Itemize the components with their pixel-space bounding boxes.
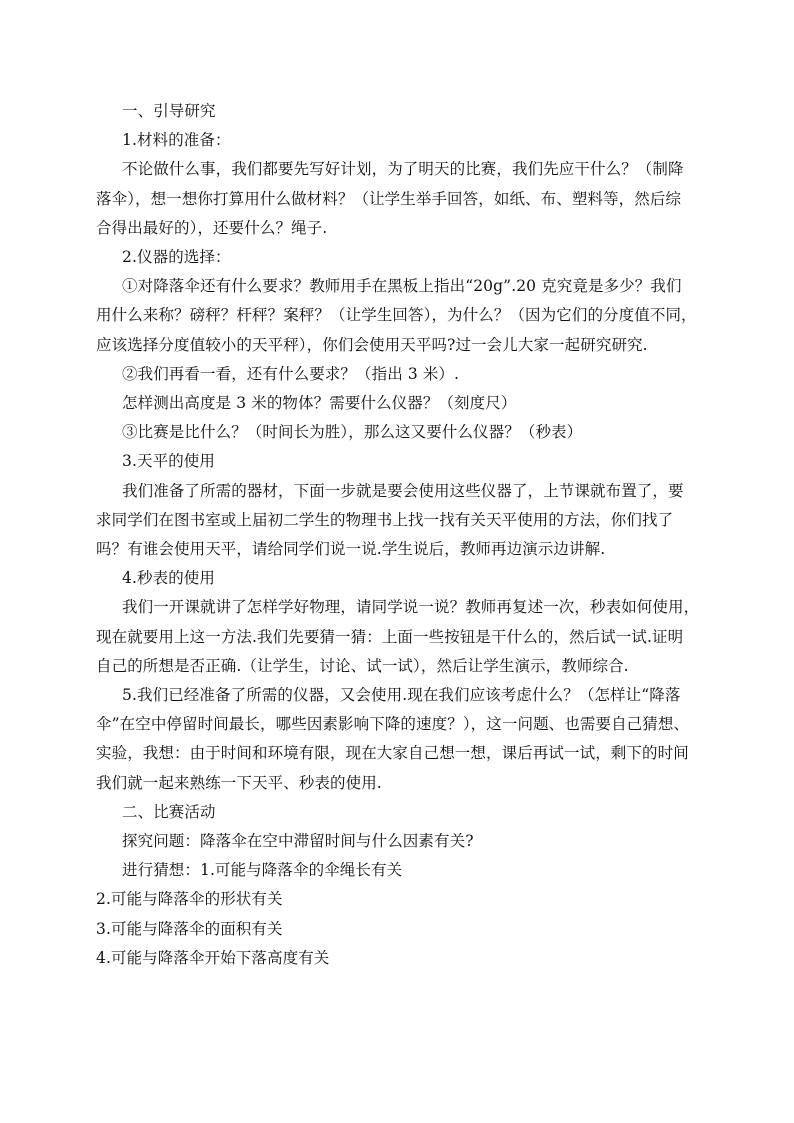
paragraph-line: 不论做什么事，我们都要先写好计划，为了明天的比赛，我们先应干什么？（制降 <box>122 160 684 179</box>
list-item: 4.可能与降落伞开始下落高度有关 <box>96 948 330 967</box>
paragraph-line: 进行猜想：1.可能与降落伞的伞绳长有关 <box>122 861 403 880</box>
document-body <box>96 97 700 973</box>
paragraph-line: 现在就要用上这一方法.我们先要猜一猜：上面一些按钮是干什么的，然后试一试.证明 <box>96 627 684 646</box>
subheading: 3.天平的使用 <box>122 452 215 471</box>
paragraph-line: 吗？有谁会使用天平，请给同学们说一说.学生说后，教师再边演示边讲解. <box>96 540 606 559</box>
paragraph-line: 合得出最好的），还要什么？绳子. <box>96 218 328 237</box>
paragraph-line: 5.我们已经准备了所需的仪器，又会使用.现在我们应该考虑什么？（怎样让“降落 <box>122 686 681 705</box>
paragraph-line: 探究问题：降落伞在空中滞留时间与什么因素有关? <box>122 832 474 851</box>
paragraph-line: 落伞），想一想你打算用什么做材料？（让学生举手回答，如纸、布、塑料等，然后综 <box>96 189 682 208</box>
paragraph-line: 求同学们在图书室或上届初二学生的物理书上找一找有关天平使用的方法，你们找了 <box>96 510 674 529</box>
paragraph-line: 怎样测出高度是 3 米的物体？需要什么仪器？（刻度尺） <box>122 394 517 413</box>
subheading: 2.仪器的选择： <box>122 248 231 267</box>
paragraph-line: ③比赛是比什么？（时间长为胜），那么这又要什么仪器？（秒表） <box>122 423 583 442</box>
paragraph-line: 实验，我想：由于时间和环境有限，现在大家自己想一想，课后再试一试，剩下的时间 <box>96 744 689 763</box>
subheading: 4.秒表的使用 <box>122 569 215 588</box>
paragraph-line: 用什么来称？磅秤？杆秤？案秤？（让学生回答），为什么？（因为它们的分度值不同， <box>96 306 697 325</box>
paragraph-line: 我们就一起来熟练一下天平、秒表的使用. <box>96 773 382 792</box>
list-item: 3.可能与降落伞的面积有关 <box>96 919 283 938</box>
paragraph-line: 我们一开课就讲了怎样学好物理，请同学说一说？教师再复述一次，秒表如何使用， <box>122 598 700 617</box>
subheading: 1.材料的准备： <box>122 131 231 150</box>
paragraph-line: 应该选择分度值较小的天平秤），你们会使用天平吗?过一会儿大家一起研究研究. <box>96 335 648 354</box>
paragraph-line: 自己的所想是否正确.（让学生，讨论、试一试），然后让学生演示，教师综合. <box>96 656 629 675</box>
paragraph-line: ①对降落伞还有什么要求？教师用手在黑板上指出“20g”.20 克究竟是多少？我们 <box>122 277 682 296</box>
paragraph-line: 我们准备了所需的器材，下面一步就是要会使用这些仪器了，上节课就布置了，要 <box>122 481 684 500</box>
section-heading: 二、比赛活动 <box>122 802 216 821</box>
list-item: 2.可能与降落伞的形状有关 <box>96 890 283 909</box>
paragraph-line: 伞”在空中停留时间最长，哪些因素影响下降的速度？），这一问题、也需要自己猜想、 <box>96 715 690 734</box>
section-heading: 一、引导研究 <box>122 102 216 120</box>
paragraph-line: ②我们再看一看，还有什么要求？（指出 3 米）. <box>122 364 460 383</box>
